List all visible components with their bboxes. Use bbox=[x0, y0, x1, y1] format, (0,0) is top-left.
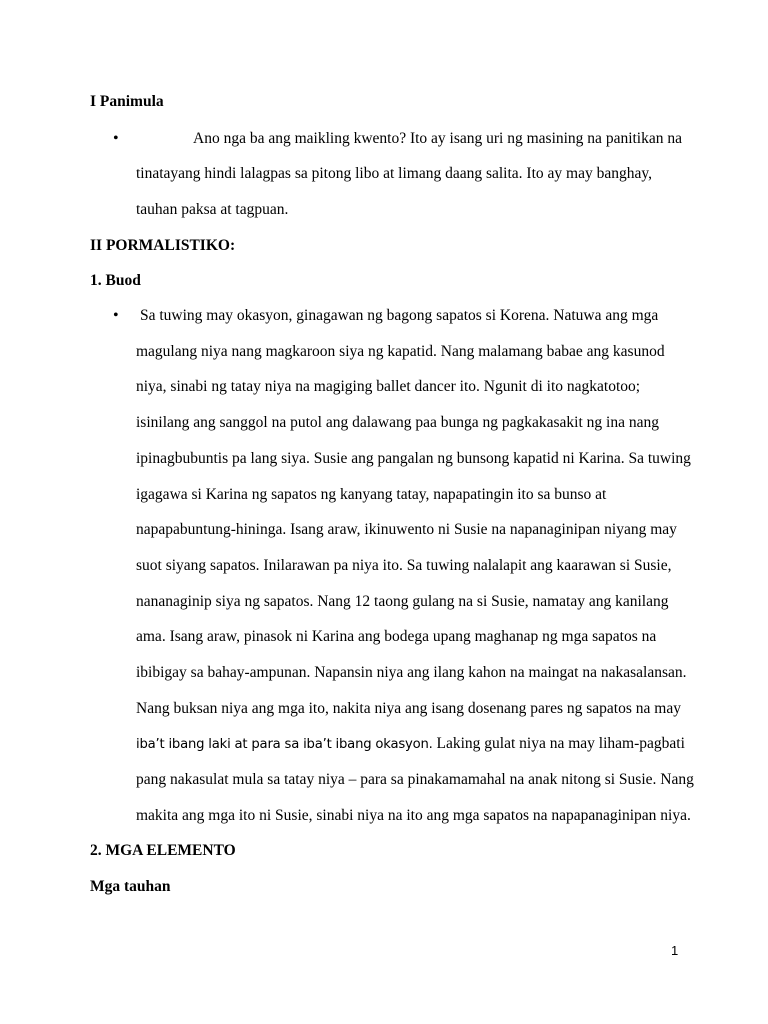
serif-text-fragment: Laking gulat niya na may liham-pagbati bbox=[432, 735, 685, 752]
sans-text-fragment: iba’t ibang laki at para sa iba’t ibang okasyon. bbox=[136, 737, 433, 752]
paragraph-line: nananaginip siya ng sapatos. Nang 12 taong gulang na si Susie, namatay ang kanilang bbox=[136, 593, 669, 610]
paragraph-line: makita ang mga ito ni Susie, sinabi niya na ito ang mga sapatos na napapanaginipan niya. bbox=[136, 807, 691, 824]
heading-buod: 1. Buod bbox=[90, 272, 141, 289]
paragraph-line bbox=[136, 735, 685, 753]
bullet-marker: • bbox=[113, 307, 119, 324]
heading-mga-tauhan: Mga tauhan bbox=[90, 878, 171, 895]
paragraph-line: Sa tuwing may okasyon, ginagawan ng bagong sapatos si Korena. Natuwa ang mga bbox=[140, 307, 659, 324]
paragraph-line: niya, sinabi ng tatay niya na magiging ballet dancer ito. Ngunit di ito nagkatotoo; bbox=[136, 378, 641, 395]
heading-mga-elemento: 2. MGA ELEMENTO bbox=[90, 842, 236, 859]
paragraph-line: isinilang ang sanggol na putol ang dalawang paa bunga ng pagkakasakit ng ina nang bbox=[136, 414, 659, 431]
paragraph-line: ipinagbubuntis pa lang siya. Susie ang pangalan ng bunsong kapatid ni Karina. Sa tuwing bbox=[136, 450, 691, 467]
paragraph-line: Ano nga ba ang maikling kwento? Ito ay isang uri ng masining na panitikan na bbox=[193, 130, 682, 147]
paragraph-line: pang nakasulat mula sa tatay niya – para sa pinakamamahal na anak nitong si Susie. Nang bbox=[136, 771, 694, 788]
bullet-marker: • bbox=[113, 130, 119, 147]
page-number: 1 bbox=[671, 943, 679, 958]
heading-panimula: I Panimula bbox=[90, 93, 164, 110]
paragraph-line: magulang niya nang magkaroon siya ng kapatid. Nang malamang babae ang kasunod bbox=[136, 343, 665, 360]
paragraph-line: tinatayang hindi lalagpas sa pitong libo at limang daang salita. Ito ay may banghay, bbox=[136, 165, 652, 182]
paragraph-line: napapabuntung-hininga. Isang araw, ikinuwento ni Susie na napanaginipan niyang may bbox=[136, 521, 677, 538]
paragraph-line: tauhan paksa at tagpuan. bbox=[136, 201, 289, 218]
heading-pormalistiko: II PORMALISTIKO: bbox=[90, 237, 236, 254]
paragraph-line: igagawa si Karina ng sapatos ng kanyang tatay, napapatingin ito sa bunso at bbox=[136, 486, 607, 503]
paragraph-line: ama. Isang araw, pinasok ni Karina ang bodega upang maghanap ng mga sapatos na bbox=[136, 628, 657, 645]
paragraph-line: ibibigay sa bahay-ampunan. Napansin niya ang ilang kahon na maingat na nakasalansan. bbox=[136, 664, 687, 681]
paragraph-line: Nang buksan niya ang mga ito, nakita niya ang isang dosenang pares ng sapatos na may bbox=[136, 700, 681, 717]
paragraph-line: suot siyang sapatos. Inilarawan pa niya ito. Sa tuwing nalalapit ang kaarawan si Susie, bbox=[136, 557, 672, 574]
